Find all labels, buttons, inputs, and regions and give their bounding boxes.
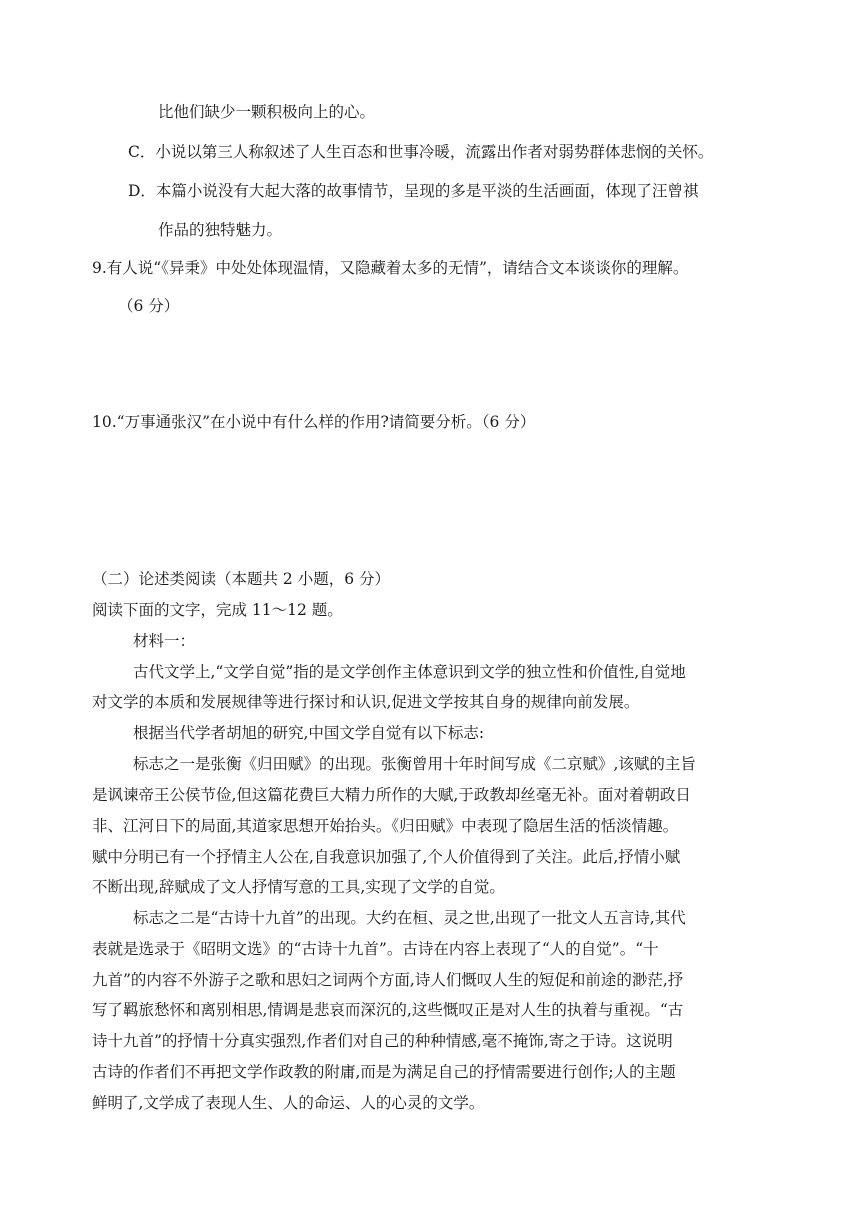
paragraph-3-line1: 标志之一是张衡《归田赋》的出现。张衡曾用十年时间写成《二京赋》,该赋的主旨 — [133, 755, 696, 773]
question-10: 10.“万事通张汉”在小说中有什么样的作用?请简要分析。（6 分） — [92, 413, 536, 431]
question-9-score: （6 分） — [118, 297, 180, 315]
option-d-line2: 作品的独特魅力。 — [158, 221, 283, 239]
paragraph-4-line6: 古诗的作者们不再把文学作政教的附庸,而是为满足自己的抒情需要进行创作;人的主题 — [92, 1063, 676, 1081]
option-c: C．小说以第三人称叙述了人生百态和世事冷暖，流露出作者对弱势群体悲悯的关怀。 — [128, 143, 714, 161]
paragraph-4-line1: 标志之二是“古诗十九首”的出现。大约在桓、灵之世,出现了一批文人五言诗,其代 — [133, 909, 686, 927]
paragraph-1-line1: 古代文学上,“文学自觉”指的是文学创作主体意识到文学的独立性和价值性,自觉地 — [133, 663, 686, 681]
instructions: 阅读下面的文字，完成 11～12 题。 — [92, 601, 343, 619]
paragraph-3-line3: 非、江河日下的局面,其道家思想开始抬头。《归田赋》中表现了隐居生活的恬淡情趣。 — [92, 817, 679, 835]
paragraph-3-line4: 赋中分明已有一个抒情主人公在,自我意识加强了,个人价值得到了关注。此后,抒情小赋 — [92, 848, 681, 866]
paragraph-4-line2: 表就是选录于《昭明文选》的“古诗十九首”。古诗在内容上表现了“人的自觉”。“十 — [92, 940, 659, 958]
paragraph-3-line5: 不断出现,辞赋成了文人抒情写意的工具,实现了文学的自觉。 — [92, 878, 505, 896]
option-b-continuation: 比他们缺少一颗积极向上的心。 — [158, 103, 376, 121]
paragraph-4-line4: 写了羁旅愁怀和离别相思,情调是悲哀而深沉的,这些慨叹正是对人生的执着与重视。“古 — [92, 1001, 684, 1019]
paragraph-4-line3: 九首”的内容不外游子之歌和思妇之词两个方面,诗人们慨叹人生的短促和前途的渺茫,抒 — [92, 971, 684, 989]
section-heading: （二）论述类阅读（本题共 2 小题，6 分） — [92, 570, 391, 588]
paragraph-1-line2: 对文学的本质和发展规律等进行探讨和认识,促进文学按其自身的规律向前发展。 — [92, 693, 640, 711]
paragraph-2: 根据当代学者胡旭的研究,中国文学自觉有以下标志: — [133, 724, 485, 742]
material-label: 材料一： — [133, 632, 196, 650]
paragraph-4-line5: 诗十九首”的抒情十分真实强烈,作者们对自己的种种情感,毫不掩饰,寄之于诗。这说明 — [92, 1032, 673, 1050]
paragraph-4-line7: 鲜明了,文学成了表现人生、人的命运、人的心灵的文学。 — [92, 1094, 485, 1112]
paragraph-3-line2: 是讽谏帝王公侯节俭,但这篇花费巨大精力所作的大赋,于政教却丝毫无补。面对着朝政日 — [92, 786, 691, 804]
option-d-line1: D．本篇小说没有大起大落的故事情节，呈现的多是平淡的生活画面，体现了汪曾祺 — [128, 182, 699, 200]
question-9: 9.有人说“《异秉》中处处体现温情，又隐藏着太多的无情”，请结合文本谈谈你的理解。 — [92, 259, 689, 277]
